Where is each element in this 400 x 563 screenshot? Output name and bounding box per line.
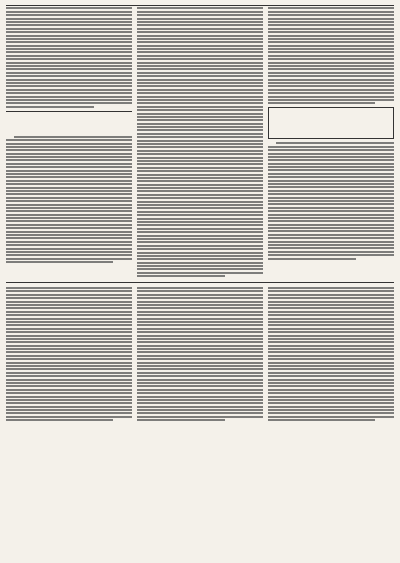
column-3-lower <box>268 286 394 423</box>
article-heading <box>6 115 132 127</box>
boxed-article-subheading <box>273 127 389 133</box>
section-divider <box>6 282 394 283</box>
article-subheading <box>6 128 132 134</box>
column-2 <box>137 6 263 279</box>
lower-columns <box>6 286 394 423</box>
upper-columns <box>6 6 394 279</box>
column-1 <box>6 6 132 279</box>
column-3 <box>268 6 394 279</box>
boxed-article-heading <box>273 114 389 126</box>
column-2-lower <box>137 286 263 423</box>
boxed-article <box>268 107 394 139</box>
column-1-lower <box>6 286 132 423</box>
